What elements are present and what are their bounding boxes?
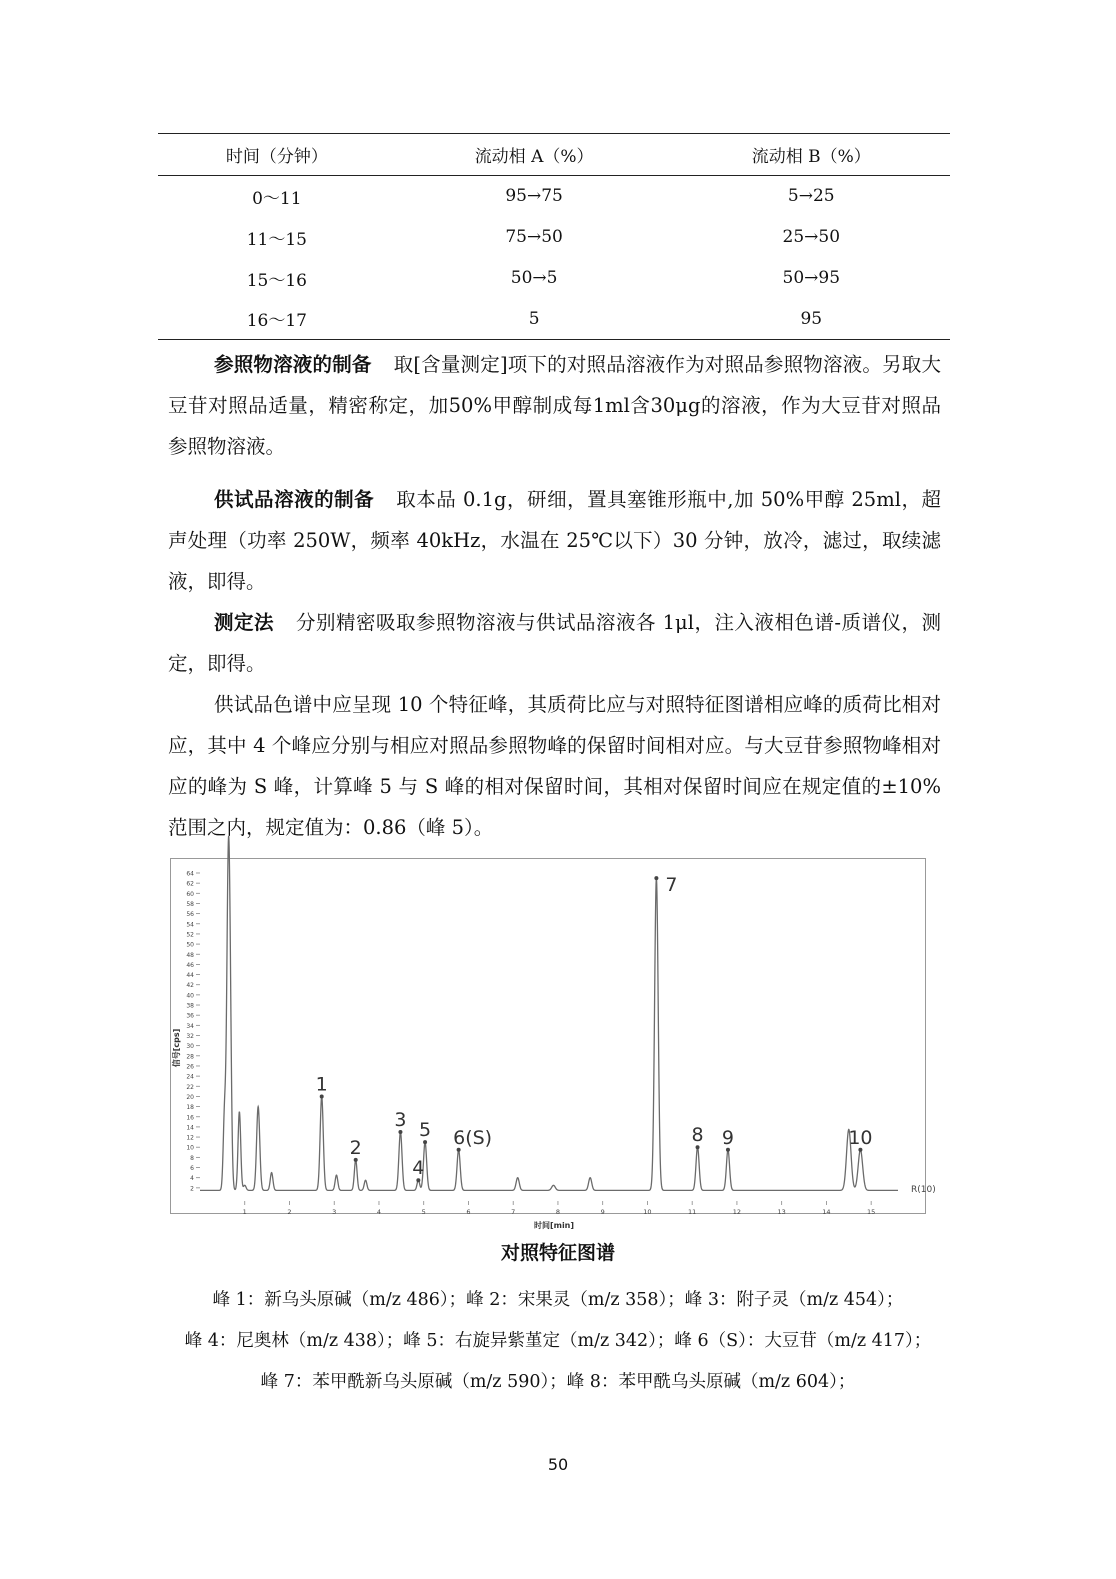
chromatogram-svg	[170, 858, 936, 1236]
y-tick-label: 24	[186, 1073, 194, 1081]
figure-caption: 对照特征图谱	[500, 1242, 615, 1264]
cell-phase-b: 5→25	[787, 186, 835, 207]
plot-frame	[171, 859, 926, 1214]
table-row	[158, 217, 950, 258]
y-tick-label: 30	[186, 1043, 194, 1051]
ref-solution-paragraph	[168, 344, 941, 467]
y-tick-label: 64	[186, 870, 194, 878]
peak-label: 5	[419, 1119, 432, 1142]
y-axis-label: 信号[cps]	[172, 1028, 181, 1068]
x-tick-label: 7	[511, 1208, 516, 1216]
y-tick-label: 38	[186, 1002, 194, 1010]
y-tick-label: 34	[186, 1022, 194, 1030]
y-tick-label: 26	[186, 1063, 194, 1071]
y-tick-label: 18	[186, 1104, 194, 1112]
y-tick-label: 4	[190, 1175, 194, 1183]
sample-solution-paragraph	[168, 479, 941, 602]
peak-label: 9	[721, 1126, 735, 1149]
y-tick-label: 40	[186, 992, 194, 1000]
y-tick-label: 54	[186, 921, 194, 929]
peak-label: 7	[665, 874, 678, 897]
y-tick-label: 32	[186, 1033, 194, 1040]
x-tick-label: 4	[376, 1208, 382, 1216]
cell-time: 0～11	[252, 188, 302, 209]
cell-phase-a: 75→50	[505, 227, 563, 247]
cell-time: 15～16	[246, 270, 307, 291]
y-tick-label: 56	[186, 911, 194, 919]
chromatogram-chart	[170, 858, 936, 1236]
gradient-table	[158, 133, 950, 340]
ref-solution-heading: 参照物溶液的制备	[214, 353, 372, 376]
peak-label: 3	[394, 1108, 407, 1131]
method-paragraph	[168, 602, 941, 684]
peak-label: 1	[315, 1073, 328, 1096]
y-tick-label: 6	[190, 1165, 194, 1173]
y-tick-label: 36	[186, 1012, 194, 1020]
x-tick-label: 9	[600, 1208, 605, 1216]
cell-phase-b: 50→95	[782, 268, 841, 288]
x-tick-label: 1	[242, 1208, 247, 1216]
method-heading: 测定法	[214, 611, 274, 634]
table-row	[158, 176, 950, 217]
cell-phase-a: 5	[528, 308, 540, 329]
cell-phase-b: 25→50	[782, 227, 841, 247]
y-tick-label: 42	[186, 982, 194, 990]
header-phase-a: 流动相 A（%）	[474, 147, 594, 167]
x-tick-label: 12	[732, 1208, 742, 1216]
x-tick-label: 3	[332, 1208, 337, 1216]
method-text: 分别精密吸取参照物溶液与供试品溶液各 1μl，注入液相色谱-质谱仪，测定，即得。	[168, 611, 941, 675]
cell-time: 16～17	[246, 311, 307, 332]
y-tick-label: 10	[186, 1144, 194, 1152]
y-tick-label: 60	[186, 890, 194, 898]
y-tick-label: 8	[190, 1154, 194, 1162]
header-phase-b: 流动相 B（%）	[751, 147, 871, 167]
y-tick-label: 44	[186, 972, 194, 980]
y-tick-label: 22	[186, 1083, 194, 1091]
y-tick-label: 20	[186, 1093, 194, 1101]
y-tick-label: 50	[186, 941, 194, 949]
sample-solution-heading: 供试品溶液的制备	[214, 488, 375, 511]
x-tick-label: 2	[287, 1208, 292, 1216]
cell-time: 11～15	[246, 229, 307, 250]
header-time: 时间（分钟）	[225, 147, 328, 167]
x-tick-label: 15	[867, 1208, 876, 1216]
y-tick-label: 14	[186, 1124, 194, 1132]
requirement-paragraph: 供试品色谱中应呈现 10 个特征峰，其质荷比应与对照特征图谱相应峰的质荷比相对应，其中 4 个峰应分别与相应对照品参照物峰的保留时间相对应。与大豆苷参照物峰相对应的峰为 S 峰，计算峰 5 与 S 峰的相对保留时间，其相对保留时间应在规定值的±10%范围之内，规定值为：0.86（峰 5）。	[168, 693, 941, 839]
peak-marker	[654, 876, 658, 880]
cell-phase-a: 95→75	[505, 186, 563, 207]
peak-label: 8	[691, 1124, 704, 1147]
table-row	[158, 299, 950, 340]
cell-phase-b: 95	[800, 308, 823, 329]
x-tick-label: 11	[688, 1208, 697, 1216]
y-tick-label: 58	[186, 900, 194, 908]
y-tick-label: 52	[186, 931, 194, 939]
x-tick-label: 6	[466, 1208, 471, 1216]
cell-phase-a: 50→5	[510, 268, 558, 288]
ref-solution-text: 取[含量测定]项下的对照品溶液作为对照品参照物溶液。另取大豆苷对照品适量，精密称定，加50%甲醇制成每1ml含30μg的溶液，作为大豆苷对照品参照物溶液。	[168, 353, 941, 458]
peak-label: 4	[412, 1157, 425, 1180]
page-number: 50	[547, 1455, 569, 1474]
x-tick-label: 13	[777, 1208, 786, 1216]
x-tick-label: 14	[822, 1208, 831, 1216]
peak-note-line: 峰 4：尼奥林（m/z 438）；峰 5：右旋异紫堇定（m/z 342）；峰 6（S）：大豆苷（m/z 417）；	[184, 1331, 932, 1351]
x-axis-label: 时间[min]	[533, 1221, 575, 1230]
x-tick-label: 8	[555, 1208, 561, 1216]
peak-label: 6(S)	[453, 1126, 493, 1149]
y-tick-label: 28	[186, 1053, 194, 1061]
peak-label: 2	[349, 1136, 362, 1159]
peak-note-line: 峰 7：苯甲酰新乌头原碱（m/z 590）；峰 8：苯甲酰乌头原碱（m/z 604）；	[260, 1372, 856, 1392]
peak-label: 10	[848, 1126, 873, 1149]
sample-solution-text: 取本品 0.1g，研细，置具塞锥形瓶中,加 50%甲醇 25ml，超声处理（功率 250W，频率 40kHz，水温在 25℃以下）30 分钟，放冷，滤过，取续滤液，即得。	[168, 488, 941, 593]
y-tick-label: 48	[186, 951, 194, 959]
x-tick-label: 5	[421, 1208, 426, 1216]
trace-label: R(10)	[911, 1185, 936, 1195]
x-tick-label: 10	[643, 1208, 652, 1216]
y-tick-label: 2	[190, 1185, 194, 1193]
peak-note-line: 峰 1：新乌头原碱（m/z 486）；峰 2：宋果灵（m/z 358）；峰 3：附子灵（m/z 454）；	[212, 1290, 904, 1310]
y-tick-label: 16	[186, 1114, 194, 1122]
y-tick-label: 62	[186, 880, 194, 888]
table-header-row	[158, 134, 950, 176]
table-row	[158, 258, 950, 299]
y-tick-label: 12	[186, 1134, 194, 1142]
y-tick-label: 46	[186, 961, 194, 969]
